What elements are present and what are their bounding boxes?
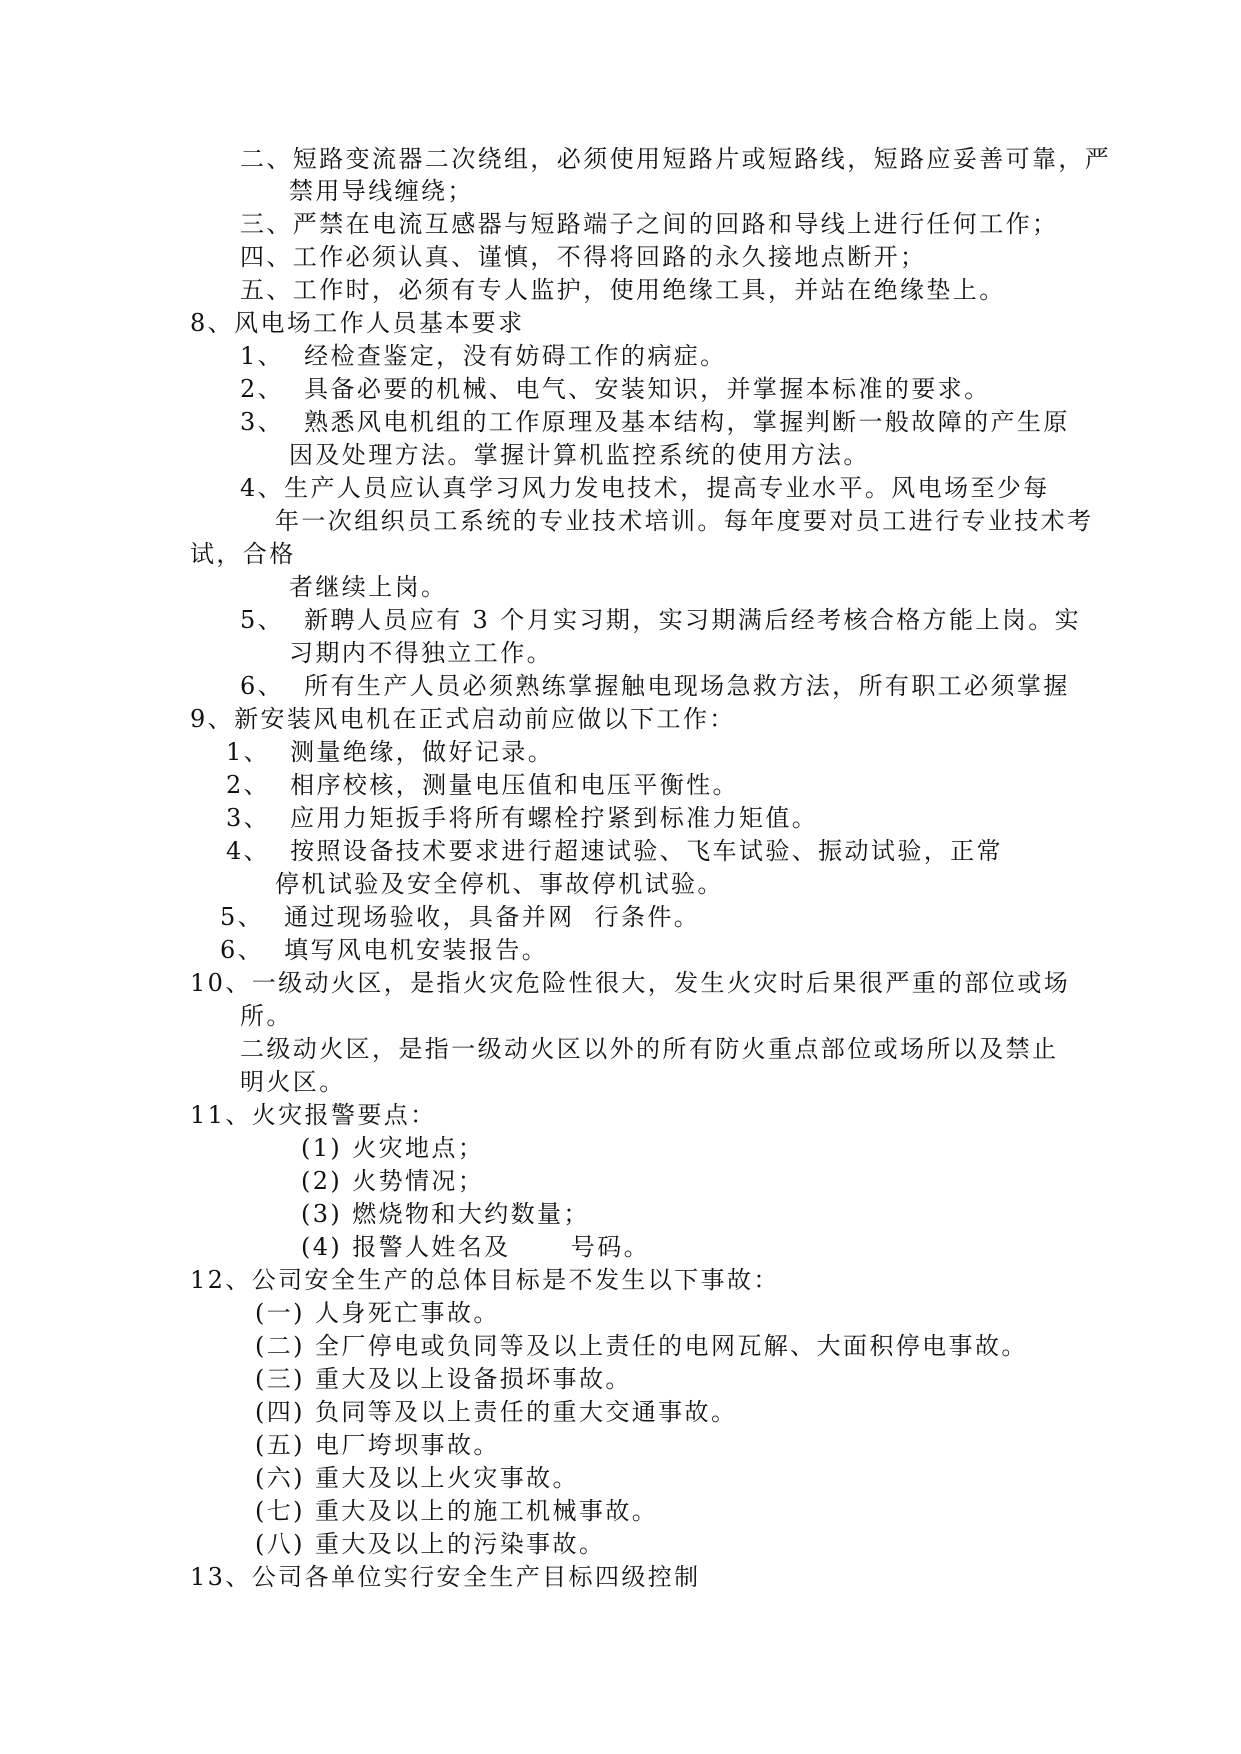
text-line: 所。 bbox=[240, 1002, 293, 1030]
section-heading: 12、公司安全生产的总体目标是不发生以下事故： bbox=[190, 1266, 780, 1294]
text-line: 三、严禁在电流互感器与短路端子之间的回路和导线上进行任何工作； bbox=[240, 210, 1059, 238]
section-heading: 13、公司各单位实行安全生产目标四级控制 bbox=[190, 1563, 701, 1591]
list-item: 3、 熟悉风电机组的工作原理及基本结构，掌握判断一般故障的产生原 bbox=[240, 408, 1070, 436]
list-item: (六) 重大及以上火灾事故。 bbox=[255, 1464, 579, 1492]
list-item: 5、 新聘人员应有 3 个月实习期，实习期满后经考核合格方能上岗。实 bbox=[240, 606, 1082, 634]
list-item: (七) 重大及以上的施工机械事故。 bbox=[255, 1497, 659, 1525]
list-item: (3) 燃烧物和大约数量； bbox=[301, 1200, 590, 1228]
text-line: 习期内不得独立工作。 bbox=[289, 639, 553, 667]
section-heading: 9、新安装风电机在正式启动前应做以下工作： bbox=[190, 705, 736, 733]
text-line: 年一次组织员工系统的专业技术培训。每年度要对员工进行专业技术考 bbox=[275, 507, 1094, 535]
text-line: 停机试验及安全停机、事故停机试验。 bbox=[275, 870, 724, 898]
text-line: 试，合格 bbox=[190, 540, 296, 568]
list-item: 5、 通过现场验收，具备并网 行条件。 bbox=[220, 903, 701, 931]
text-line: 禁用导线缠绕； bbox=[289, 177, 474, 205]
list-item: 3、 应用力矩扳手将所有螺栓拧紧到标准力矩值。 bbox=[226, 804, 819, 832]
section-heading: 11、火灾报警要点： bbox=[190, 1101, 437, 1129]
list-item: 6、 所有生产人员必须熟练掌握触电现场急救方法，所有职工必须掌握 bbox=[240, 672, 1070, 700]
text-line: 四、工作必须认真、谨慎，不得将回路的永久接地点断开； bbox=[240, 243, 927, 271]
list-item: (三) 重大及以上设备损坏事故。 bbox=[255, 1365, 632, 1393]
list-item: (1) 火灾地点； bbox=[301, 1134, 485, 1162]
list-item: (四) 负同等及以上责任的重大交通事故。 bbox=[255, 1398, 738, 1426]
list-item: (二) 全厂停电或负同等及以上责任的电网瓦解、大面积停电事故。 bbox=[255, 1332, 1028, 1360]
list-item: 2、 相序校核，测量电压值和电压平衡性。 bbox=[226, 771, 739, 799]
section-heading: 8、风电场工作人员基本要求 bbox=[190, 309, 525, 337]
text-line: 二级动火区，是指一级动火区以外的所有防火重点部位或场所以及禁止 bbox=[240, 1035, 1059, 1063]
list-item: (4) 报警人姓名及 号码。 bbox=[301, 1233, 650, 1261]
list-item: 4、 按照设备技术要求进行超速试验、飞车试验、振动试验，正常 bbox=[226, 837, 1003, 865]
text-line: 因及处理方法。掌握计算机监控系统的使用方法。 bbox=[289, 441, 870, 469]
text-line: 明火区。 bbox=[240, 1068, 346, 1096]
list-item: (五) 电厂垮坝事故。 bbox=[255, 1431, 500, 1459]
list-item: 4、生产人员应认真学习风力发电技术，提高专业水平。风电场至少每 bbox=[240, 474, 1050, 502]
text-line: 二、短路变流器二次绕组，必须使用短路片或短路线，短路应妥善可靠，严 bbox=[240, 145, 1112, 173]
list-item: (八) 重大及以上的污染事故。 bbox=[255, 1530, 606, 1558]
list-item: 1、 经检查鉴定，没有妨碍工作的病症。 bbox=[240, 342, 727, 370]
section-heading: 10、一级动火区，是指火灾危险性很大，发生火灾时后果很严重的部位或场 bbox=[190, 969, 1071, 997]
list-item: (一) 人身死亡事故。 bbox=[255, 1299, 500, 1327]
text-line: 者继续上岗。 bbox=[289, 573, 448, 601]
list-item: 2、 具备必要的机械、电气、安装知识，并掌握本标准的要求。 bbox=[240, 375, 991, 403]
list-item: (2) 火势情况； bbox=[301, 1167, 485, 1195]
list-item: 6、 填写风电机安装报告。 bbox=[220, 936, 549, 964]
text-line: 五、工作时，必须有专人监护，使用绝缘工具，并站在绝缘垫上。 bbox=[240, 276, 1006, 304]
list-item: 1、 测量绝缘，做好记录。 bbox=[226, 738, 555, 766]
